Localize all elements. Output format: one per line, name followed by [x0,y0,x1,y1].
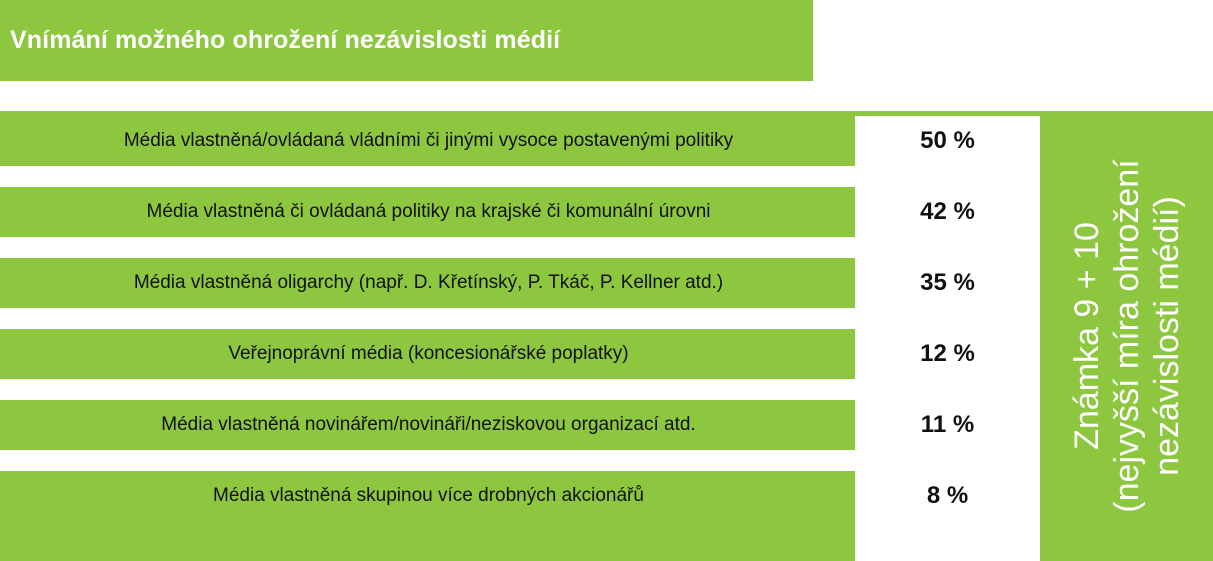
table-row [0,187,1213,237]
table-row [0,329,1213,379]
table-row [0,116,1213,166]
side-label-text [1067,116,1187,556]
row-value: 12 % [920,340,975,367]
row-separator [0,237,855,258]
row-separator [0,450,855,471]
row-label: Veřejnoprávní média (koncesionářské poplatky) [228,343,629,364]
row-value: 50 % [920,127,975,154]
side-label-line-2: (nejvyšší míra ohrožení [1107,159,1146,513]
row-label: Média vlastněná skupinou více drobných akcionářů [213,485,644,506]
row-label: Média vlastněná/ovládaná vládními či jinými vysoce postavenými politiky [123,130,734,151]
column-side-label [1040,111,1213,561]
row-separator [0,379,855,400]
title-bar [0,0,813,81]
row-value: 42 % [920,198,975,225]
table-row [0,258,1213,308]
row-value: 35 % [920,269,975,296]
side-label-line-1: Známka 9 + 10 [1067,222,1106,450]
row-separator [0,308,855,329]
table-row [0,471,1213,521]
row-separator [0,166,855,187]
row-value: 11 % [920,411,975,438]
row-label: Média vlastněná novinářem/novináři/neziskovou organizací atd. [161,414,696,435]
row-label: Média vlastněná či ovládaná politiky na krajské či komunální úrovni [146,201,711,222]
row-value: 8 % [926,482,969,509]
page-title: Vnímání možného ohrožení nezávislosti médií [10,26,561,54]
side-label-line-3: nezávislosti médií) [1147,196,1186,476]
table-row [0,400,1213,450]
row-label: Média vlastněná oligarchy (např. D. Křetínský, P. Tkáč, P. Kellner atd.) [133,272,724,293]
